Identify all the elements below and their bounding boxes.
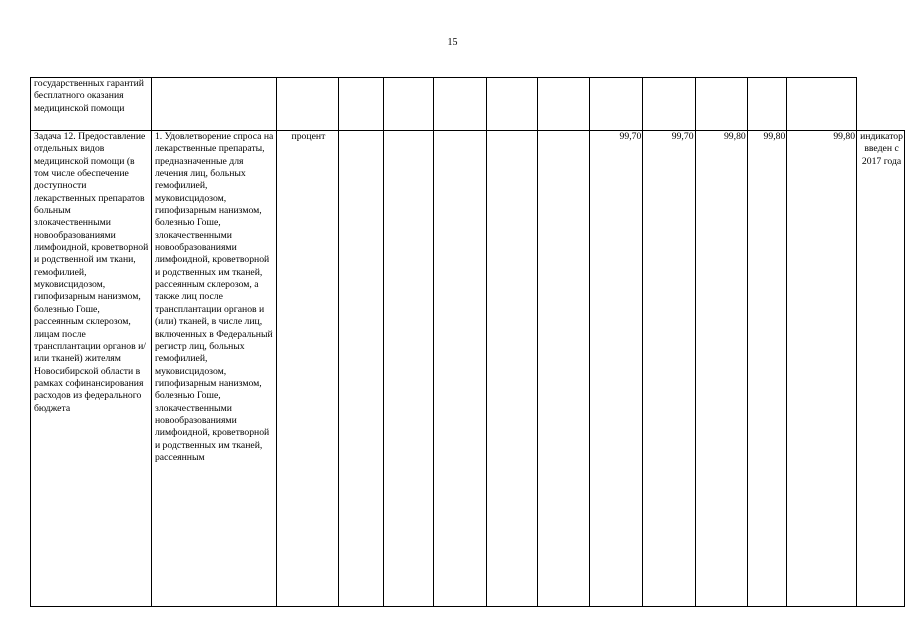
value-cell	[339, 78, 384, 131]
value-cell	[537, 131, 590, 607]
value-cell: 99,80	[695, 131, 747, 607]
task-cell: Задача 12. Предоставление отдельных видов медицинской помощи (в том числе обеспечение доступности лекарственных препаратов больным злокачественными новообразованиями лимфоидной, кроветворной и родственной им ткани, гемофилией, муковисцидозом, гипофизарным нанизмом, болезнью Гоше, рассеянным склерозом, лицам после трансплантации органов и/или тканей) жителям Новосибирской области в рамках софинансирования расходов из федерального бюджета	[31, 131, 152, 607]
unit-cell	[276, 78, 338, 131]
value-cell	[537, 78, 590, 131]
indicator-cell	[151, 78, 276, 131]
value-cell	[590, 78, 643, 131]
value-cell	[695, 78, 747, 131]
value-cell	[434, 131, 487, 607]
value-cell	[339, 131, 384, 607]
value-cell	[486, 78, 537, 131]
value-cell	[486, 131, 537, 607]
task-cell: государственных гарантий бесплатного оказания медицинской помощи	[31, 78, 152, 131]
value-cell	[383, 131, 434, 607]
value-cell	[434, 78, 487, 131]
unit-cell: процент	[276, 131, 338, 607]
table-row	[31, 78, 905, 131]
value-cell	[383, 78, 434, 131]
value-cell	[643, 78, 695, 131]
indicator-cell: 1. Удовлетворение спроса на лекарственные препараты, предназначенные для лечения лиц, больных гемофилией, муковисцидозом, гипофизарным нанизмом, болезнью Гоше, злокачественными новообразованиями лимфоидной, кроветворной и родственных им тканей, рассеянным склерозом, а также лиц после трансплантации органов и (или) тканей, в числе лиц, включенных в Федеральный регистр лиц, больных гемофилией, муковисцидозом, гипофизарным нанизмом, болезнью Гоше, злокачественными новообразованиями лимфоидной, кроветворной и родственных им тканей, рассеянным	[151, 131, 276, 607]
note-cell: индикатор введен с 2017 года	[857, 131, 905, 607]
value-cell: 99,70	[590, 131, 643, 607]
indicator-table	[30, 77, 905, 607]
value-cell: 99,70	[643, 131, 695, 607]
page-number: 15	[447, 37, 458, 48]
value-cell: 99,80	[747, 131, 787, 607]
value-cell: 99,80	[787, 131, 857, 607]
note-cell	[787, 78, 857, 131]
value-cell	[747, 78, 787, 131]
table-row	[31, 131, 905, 607]
